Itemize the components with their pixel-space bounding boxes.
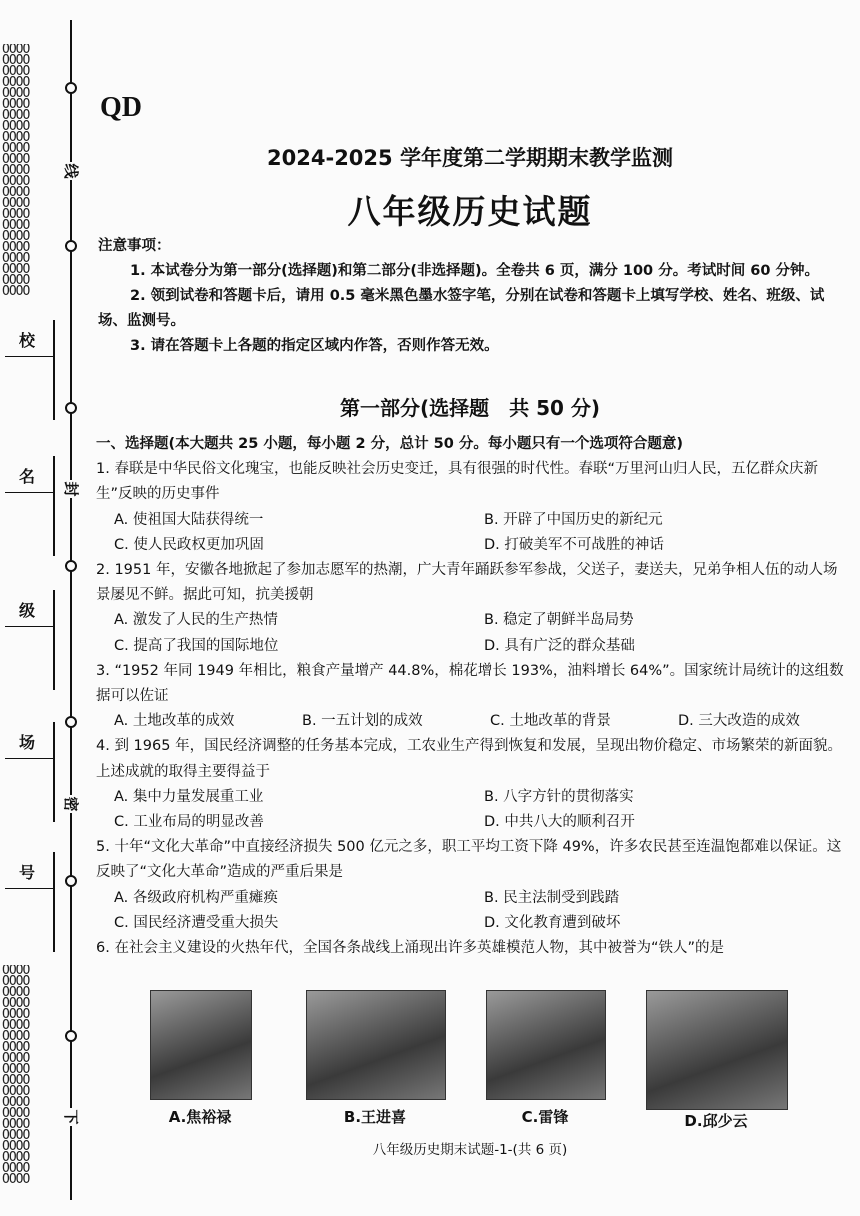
photo-label: A.焦裕禄 xyxy=(168,1108,232,1126)
cut-dot xyxy=(65,82,77,94)
field-label-name: 名 xyxy=(19,467,36,486)
question-stem: 6. 在社会主义建设的火热年代，全国各条战线上涌现出许多英雄模范人物，其中被誉为“铁人”的是 xyxy=(96,940,724,957)
field-label-room: 场 xyxy=(19,733,36,752)
option: C. 土地改革的背景 xyxy=(490,713,611,730)
option: A. 集中力量发展重工业 xyxy=(114,788,264,805)
field-room[interactable] xyxy=(5,722,55,822)
margin-mark-down: 下 xyxy=(62,1109,80,1125)
photo-option-b xyxy=(306,990,444,1126)
field-label-number: 号 xyxy=(19,863,36,882)
portrait-photo xyxy=(306,990,446,1100)
question-options xyxy=(96,886,844,936)
cut-dot xyxy=(65,402,77,414)
field-name[interactable] xyxy=(5,456,55,556)
ring-holes-bottom: OOOO OOOO OOOO OOOO OOOO OOOO OOOO OOOO OOOO OOOO OOOO OOOO OOOO OOOO OOOO OOOO OOOO OOOO OOOO OOOO xyxy=(2,965,30,1185)
option: C. 工业布局的明显改善 xyxy=(114,814,264,831)
cut-dot xyxy=(65,1030,77,1042)
question-stem: 1. 春联是中华民俗文化瑰宝，也能反映社会历史变迁，具有很强的时代性。春联“万里河山归人民，五亿群众庆新生”反映的历史事件 xyxy=(96,461,818,503)
option: C. 国民经济遭受重大损失 xyxy=(114,914,279,931)
option: D. 中共八大的顺利召开 xyxy=(484,814,635,831)
margin-mark-secret: 密 xyxy=(62,796,80,812)
page-footer: 八年级历史期末试题-1-(共 6 页) xyxy=(372,1142,568,1158)
option: C. 使人民政权更加巩固 xyxy=(114,536,264,553)
cut-dot xyxy=(65,875,77,887)
photo-option-a xyxy=(150,990,250,1126)
question-stem: 2. 1951 年，安徽各地掀起了参加志愿军的热潮，广大青年踊跃参军参战，父送子，妻送夫，兄弟争相人伍的动人场景屡见不鲜。据此可知，抗美援朝 xyxy=(96,562,838,604)
portrait-photo xyxy=(150,990,252,1100)
exam-code: QD xyxy=(100,92,142,123)
notes-heading: 注意事项： xyxy=(98,238,171,254)
option: B. 开辟了中国历史的新纪元 xyxy=(484,511,663,528)
cut-line xyxy=(70,20,72,1200)
option: A. 各级政府机构严重瘫痪 xyxy=(114,889,278,906)
cut-dot xyxy=(65,716,77,728)
exam-subtitle: 2024-2025 学年度第二学期期末教学监测 xyxy=(267,146,673,170)
option: B. 八字方针的贯彻落实 xyxy=(484,788,634,805)
question-options xyxy=(96,785,844,835)
field-label-class: 级 xyxy=(19,601,36,620)
questions-section xyxy=(96,432,844,961)
photo-option-c xyxy=(486,990,604,1126)
option: D. 文化教育遭到破坏 xyxy=(484,914,621,931)
option: A. 使祖国大陆获得统一 xyxy=(114,511,264,528)
question-options xyxy=(96,508,844,558)
margin-mark-line: 线 xyxy=(62,163,80,179)
ring-holes-top: OOOO OOOO OOOO OOOO OOOO OOOO OOOO OOOO OOOO OOOO OOOO OOOO OOOO OOOO OOOO OOOO OOOO OOOO OOOO OOOO OOOO OOOO OOOO xyxy=(2,44,30,296)
photo-option-d xyxy=(646,990,786,1130)
portrait-photo xyxy=(486,990,606,1100)
notes-section xyxy=(98,234,838,359)
portrait-photo xyxy=(646,990,788,1110)
photo-label: C.雷锋 xyxy=(521,1108,569,1126)
option: D. 三大改造的成效 xyxy=(678,713,800,730)
option: D. 打破美军不可战胜的神话 xyxy=(484,536,664,553)
option: A. 土地改革的成效 xyxy=(114,713,235,730)
question-options xyxy=(96,709,844,734)
note-item: 3. 请在答题卡上各题的指定区域内作答，否则作答无效。 xyxy=(130,338,499,354)
photo-label: D.邱少云 xyxy=(684,1112,748,1130)
photo-label: B.王进喜 xyxy=(343,1108,407,1126)
binding-margin xyxy=(0,0,100,1216)
exam-title: 八年级历史试题 xyxy=(347,192,593,231)
part-title: 第一部分(选择题 共 50 分) xyxy=(339,396,601,420)
field-class[interactable] xyxy=(5,590,55,690)
note-item: 1. 本试卷分为第一部分(选择题)和第二部分(非选择题)。全卷共 6 页，满分 100 分。考试时间 60 分钟。 xyxy=(130,263,819,279)
field-number[interactable] xyxy=(5,852,55,952)
option: D. 具有广泛的群众基础 xyxy=(484,637,635,654)
field-school[interactable] xyxy=(5,320,55,420)
cut-dot xyxy=(65,560,77,572)
note-item: 2. 领到试卷和答题卡后，请用 0.5 毫米黑色墨水签字笔，分别在试卷和答题卡上填写学校、姓名、班级、试场、监测号。 xyxy=(98,288,825,329)
option: A. 激发了人民的生产热情 xyxy=(114,612,278,629)
question-stem: 4. 到 1965 年，国民经济调整的任务基本完成，工农业生产得到恢复和发展，呈现出物价稳定、市场繁荣的新面貌。上述成就的取得主要得益于 xyxy=(96,738,843,780)
section-heading: 一、选择题(本大题共 25 小题，每小题 2 分，总计 50 分。每小题只有一个选项符合题意) xyxy=(96,436,683,452)
option: B. 稳定了朝鲜半岛局势 xyxy=(484,612,634,629)
question-options xyxy=(96,608,844,658)
margin-mark-seal: 封 xyxy=(62,481,80,497)
question-6-photos xyxy=(150,990,850,1130)
cut-dot xyxy=(65,240,77,252)
option: B. 一五计划的成效 xyxy=(302,713,423,730)
question-stem: 5. 十年“文化大革命”中直接经济损失 500 亿元之多，职工平均工资下降 49%，许多农民甚至连温饱都难以保证。这反映了“文化大革命”造成的严重后果是 xyxy=(96,839,842,881)
option: B. 民主法制受到践踏 xyxy=(484,889,620,906)
option: C. 提高了我国的国际地位 xyxy=(114,637,279,654)
field-label-school: 校 xyxy=(19,331,36,350)
question-stem: 3. “1952 年同 1949 年相比，粮食产量增产 44.8%，棉花增长 193%，油料增长 64%”。国家统计局统计的这组数据可以佐证 xyxy=(96,662,844,705)
